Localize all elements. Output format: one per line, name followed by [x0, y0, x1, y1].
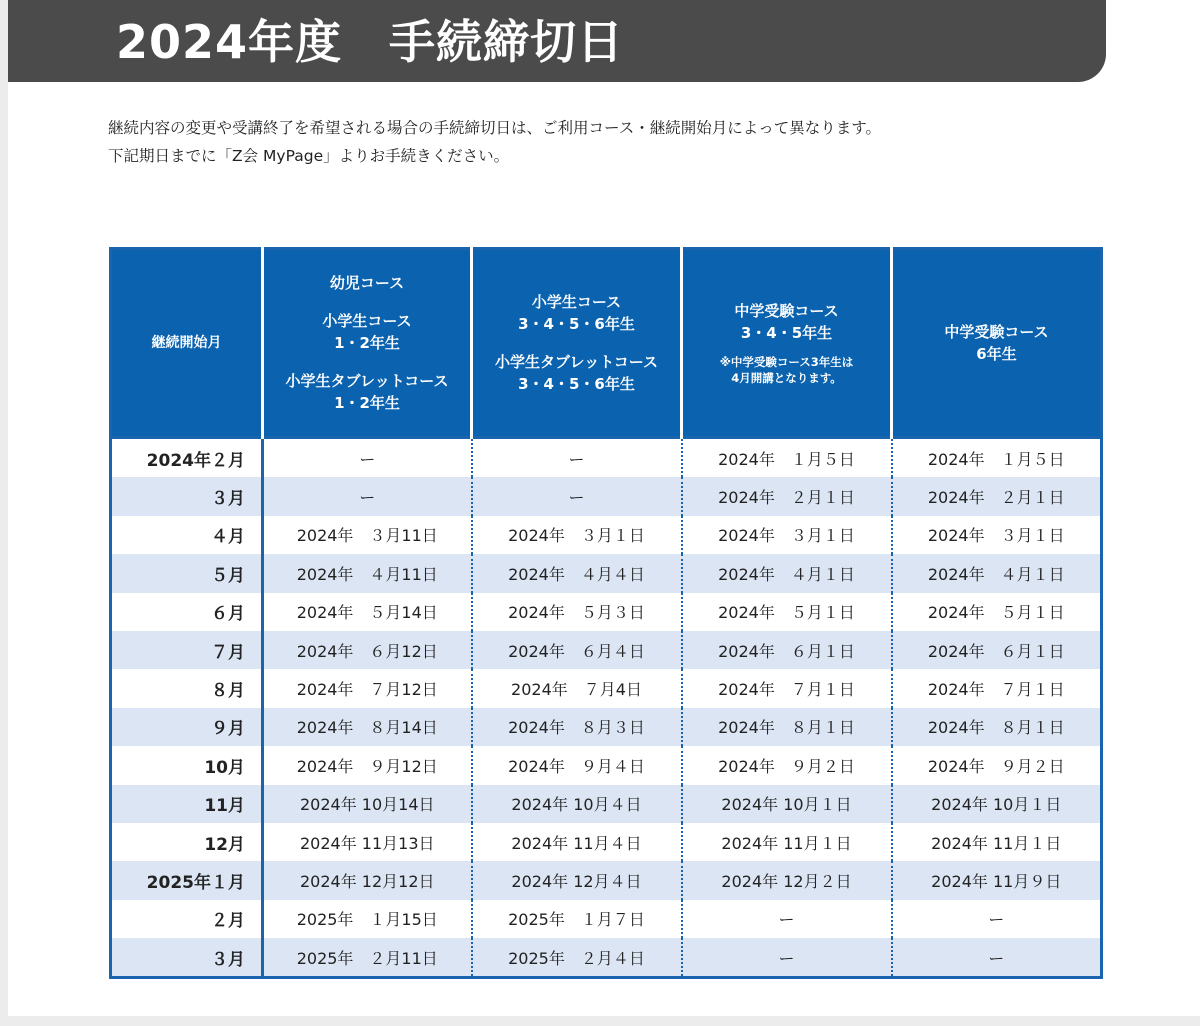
deadline-cell: ー — [472, 438, 682, 478]
deadline-cell: 2024年 ４月11日 — [263, 554, 472, 592]
page-title: 2024年度 手続締切日 — [116, 15, 625, 69]
deadline-cell: 2024年 ６月４日 — [472, 631, 682, 669]
header-col2-line3: 小学生タブレットコース — [495, 353, 658, 371]
deadline-cell: 2024年 12月２日 — [682, 861, 892, 899]
deadline-cell: 2024年 ９月４日 — [472, 746, 682, 784]
title-banner — [8, 0, 1106, 82]
table-row — [111, 861, 1102, 899]
deadline-cell: 2024年 ５月３日 — [472, 593, 682, 631]
table-row — [111, 477, 1102, 515]
header-col2-line2: 3・4・5・6年生 — [518, 315, 635, 333]
deadline-cell: 2024年 ９月12日 — [263, 746, 472, 784]
table-row — [111, 669, 1102, 707]
deadline-cell: ー — [263, 477, 472, 515]
start-month-cell: ８月 — [111, 669, 263, 707]
header-col3-line2: 3・4・5年生 — [740, 324, 833, 342]
deadline-cell: ー — [682, 938, 892, 978]
deadline-cell: 2024年 ４月４日 — [472, 554, 682, 592]
deadline-cell: 2024年 ３月11日 — [263, 516, 472, 554]
deadline-cell: 2024年 ５月14日 — [263, 593, 472, 631]
start-month-cell: ９月 — [111, 708, 263, 746]
deadline-cell: 2024年 10月１日 — [682, 785, 892, 823]
start-month-cell: ５月 — [111, 554, 263, 592]
table-row — [111, 823, 1102, 861]
deadline-cell: 2024年 ７月１日 — [892, 669, 1102, 707]
deadline-cell: 2024年 ８月３日 — [472, 708, 682, 746]
deadline-cell: 2025年 １月７日 — [472, 900, 682, 938]
deadline-cell: ー — [682, 900, 892, 938]
deadline-cell: 2025年 ２月11日 — [263, 938, 472, 978]
header-col3-line1: 中学受験コース — [734, 302, 839, 320]
deadline-cell: 2024年 11月１日 — [892, 823, 1102, 861]
header-col3-note-line2: 4月開講となります。 — [731, 371, 842, 385]
header-course-col4 — [892, 249, 1102, 438]
header-col2-line1: 小学生コース — [531, 293, 622, 311]
header-col1-line4: 小学生タブレットコース — [285, 372, 449, 390]
intro-text — [108, 114, 1108, 170]
deadline-cell: ー — [472, 477, 682, 515]
deadline-cell: 2024年 11月１日 — [682, 823, 892, 861]
start-month-cell: 10月 — [111, 746, 263, 784]
header-col3-note — [683, 354, 890, 386]
deadline-cell: 2024年 11月９日 — [892, 861, 1102, 899]
deadline-cell: 2024年 １月５日 — [682, 438, 892, 478]
table-row — [111, 746, 1102, 784]
header-col1-line2: 小学生コース — [322, 312, 412, 330]
start-month-cell: ３月 — [111, 477, 263, 515]
deadline-cell: 2024年 12月４日 — [472, 861, 682, 899]
deadline-cell: 2024年 10月４日 — [472, 785, 682, 823]
header-course-col2 — [472, 249, 682, 438]
deadline-cell: 2024年 ６月12日 — [263, 631, 472, 669]
page-edge-bottom — [0, 1016, 1200, 1026]
deadline-cell: ー — [892, 900, 1102, 938]
deadline-cell: 2024年 10月１日 — [892, 785, 1102, 823]
deadline-cell: 2024年 ３月１日 — [682, 516, 892, 554]
deadline-cell: ー — [263, 438, 472, 478]
deadline-cell: 2024年 ９月２日 — [892, 746, 1102, 784]
table-row — [111, 900, 1102, 938]
deadline-table — [109, 247, 1103, 979]
deadline-cell: 2024年 ８月１日 — [892, 708, 1102, 746]
table-row — [111, 554, 1102, 592]
intro-line-1: 継続内容の変更や受講終了を希望される場合の手続締切日は、ご利用コース・継続開始月によって異なります。 — [108, 119, 881, 137]
deadline-cell: 2024年 １月５日 — [892, 438, 1102, 478]
deadline-cell: 2025年 ２月４日 — [472, 938, 682, 978]
header-col1-line3: 1・2年生 — [334, 334, 400, 352]
start-month-cell: 11月 — [111, 785, 263, 823]
header-course-col1 — [263, 249, 472, 438]
header-col3-note-line1: ※中学受験コース3年生は — [719, 355, 854, 369]
deadline-cell: 2024年 11月４日 — [472, 823, 682, 861]
start-month-cell: ６月 — [111, 593, 263, 631]
deadline-cell: 2024年 11月13日 — [263, 823, 472, 861]
deadline-cell: 2024年 ８月14日 — [263, 708, 472, 746]
deadline-cell: 2024年 12月12日 — [263, 861, 472, 899]
deadline-cell: 2024年 ９月２日 — [682, 746, 892, 784]
table-row — [111, 938, 1102, 978]
table-row — [111, 708, 1102, 746]
deadline-cell: 2024年 ７月１日 — [682, 669, 892, 707]
start-month-cell: 2024年２月 — [111, 438, 263, 478]
table-row — [111, 438, 1102, 478]
start-month-cell: ２月 — [111, 900, 263, 938]
deadline-cell: 2024年 ７月12日 — [263, 669, 472, 707]
deadline-cell: 2024年 ２月１日 — [892, 477, 1102, 515]
deadline-cell: 2024年 ５月１日 — [682, 593, 892, 631]
header-start-month — [111, 249, 263, 438]
deadline-cell: 2024年 10月14日 — [263, 785, 472, 823]
page-edge-left — [0, 0, 8, 1026]
deadline-cell: 2024年 ５月１日 — [892, 593, 1102, 631]
start-month-cell: 2025年１月 — [111, 861, 263, 899]
table-row — [111, 785, 1102, 823]
intro-line-2: 下記期日までに「Z会 MyPage」よりお手続きください。 — [108, 147, 510, 165]
deadline-cell: 2024年 ２月１日 — [682, 477, 892, 515]
header-col4-line2: 6年生 — [976, 345, 1017, 363]
start-month-cell: ４月 — [111, 516, 263, 554]
header-col4-line1: 中学受験コース — [944, 323, 1049, 341]
table-header-row — [111, 249, 1102, 438]
table-row — [111, 593, 1102, 631]
deadline-cell: 2024年 ８月１日 — [682, 708, 892, 746]
start-month-cell: ３月 — [111, 938, 263, 978]
header-start-month-label: 継続開始月 — [151, 335, 222, 351]
deadline-cell: 2024年 ７月4日 — [472, 669, 682, 707]
deadline-cell: 2024年 ３月１日 — [892, 516, 1102, 554]
deadline-cell: ー — [892, 938, 1102, 978]
header-course-col3 — [682, 249, 892, 438]
deadline-cell: 2024年 ６月１日 — [892, 631, 1102, 669]
table-row — [111, 631, 1102, 669]
start-month-cell: 12月 — [111, 823, 263, 861]
table-row — [111, 516, 1102, 554]
header-col1-line1: 幼児コース — [329, 274, 405, 292]
start-month-cell: ７月 — [111, 631, 263, 669]
header-col2-line4: 3・4・5・6年生 — [518, 375, 635, 393]
deadline-cell: 2024年 ４月１日 — [892, 554, 1102, 592]
header-col1-line5: 1・2年生 — [334, 394, 400, 412]
deadline-cell: 2024年 ４月１日 — [682, 554, 892, 592]
deadline-cell: 2024年 ６月１日 — [682, 631, 892, 669]
deadline-cell: 2025年 １月15日 — [263, 900, 472, 938]
deadline-cell: 2024年 ３月１日 — [472, 516, 682, 554]
